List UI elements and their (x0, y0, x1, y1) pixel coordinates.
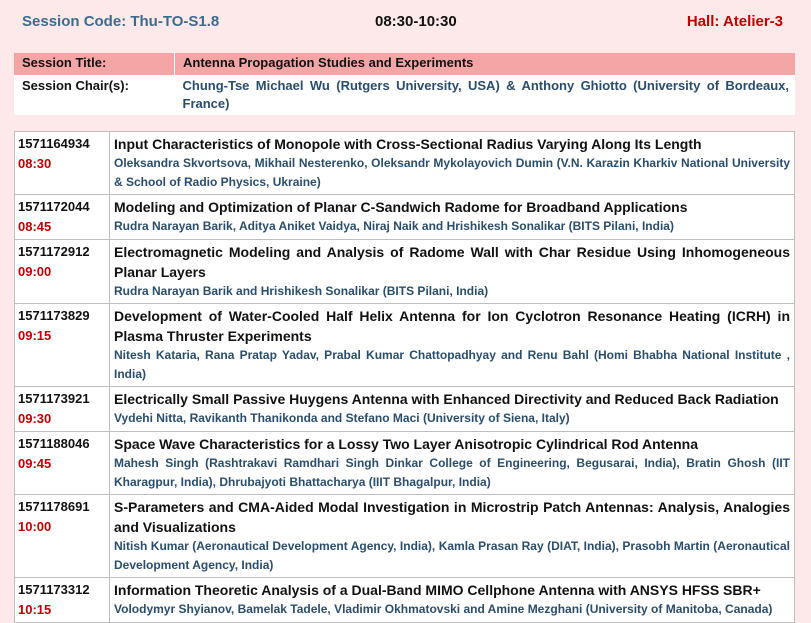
paper-id-cell (15, 240, 110, 304)
paper-id-cell (15, 578, 110, 623)
paper-detail-cell (110, 387, 795, 432)
paper-row (15, 578, 795, 623)
session-time: 08:30-10:30 (375, 13, 457, 30)
paper-detail-cell (110, 495, 795, 578)
paper-row (15, 387, 795, 432)
paper-time: 08:30 (18, 156, 52, 171)
paper-time: 09:30 (18, 411, 52, 426)
session-chair-label: Session Chair(s): (22, 78, 129, 93)
session-header (0, 0, 811, 44)
paper-id-cell (15, 195, 110, 240)
paper-title: Development of Water-Cooled Half Helix Antenna for Ion Cyclotron Resonance Heating (ICRH) in Plasma Thruster Experiments (114, 308, 790, 344)
paper-id: 1571172044 (18, 199, 90, 214)
session-title-row (14, 53, 795, 75)
paper-title: Information Theoretic Analysis of a Dual-Band MIMO Cellphone Antenna with ANSYS HFSS SBR+ (114, 582, 761, 598)
papers-body (15, 132, 795, 623)
paper-id: 1571178691 (18, 499, 90, 514)
paper-title: Electromagnetic Modeling and Analysis of Radome Wall with Char Residue Using Inhomogeneous Planar Layers (114, 244, 790, 280)
paper-authors: Vydehi Nitta, Ravikanth Thanikonda and Stefano Maci (University of Siena, Italy) (114, 411, 570, 425)
papers-table (14, 131, 795, 623)
paper-authors: Oleksandra Skvortsova, Mikhail Nesterenko, Oleksandr Mykolayovich Dumin (V.N. Karazin Kharkiv National University & School of Radio Physics, Ukraine) (114, 156, 790, 189)
paper-id: 1571173921 (18, 391, 90, 406)
paper-row (15, 240, 795, 304)
paper-detail-cell (110, 132, 795, 195)
paper-detail-cell (110, 195, 795, 240)
paper-authors: Nitesh Kataria, Rana Pratap Yadav, Prabal Kumar Chattopadhyay and Renu Bahl (Homi Bhabha National Institute , India) (114, 348, 790, 381)
session-chair-value: Chung-Tse Michael Wu (Rutgers University, USA) & Anthony Ghiotto (University of Bordeaux, France) (182, 78, 789, 111)
paper-id: 1571173312 (18, 582, 90, 597)
paper-authors: Rudra Narayan Barik and Hrishikesh Sonalikar (BITS Pilani, India) (114, 284, 489, 298)
paper-id: 1571173829 (18, 308, 90, 323)
paper-title: Input Characteristics of Monopole with Cross-Sectional Radius Varying Along Its Length (114, 136, 702, 152)
paper-id: 1571188046 (18, 436, 90, 451)
paper-id: 1571172912 (18, 244, 90, 259)
paper-detail-cell (110, 432, 795, 495)
paper-id: 1571164934 (18, 136, 90, 151)
paper-authors: Volodymyr Shyianov, Bamelak Tadele, Vladimir Okhmatovski and Amine Mezghani (University of Manitoba, Canada) (114, 602, 773, 616)
paper-id-cell (15, 304, 110, 387)
paper-authors: Rudra Narayan Barik, Aditya Aniket Vaidya, Niraj Naik and Hrishikesh Sonalikar (BITS Pilani, India) (114, 219, 674, 233)
paper-detail-cell (110, 240, 795, 304)
paper-time: 08:45 (18, 219, 52, 234)
paper-row (15, 304, 795, 387)
paper-id-cell (15, 495, 110, 578)
paper-time: 09:45 (18, 456, 52, 471)
paper-time: 10:15 (18, 602, 52, 617)
paper-title: Electrically Small Passive Huygens Antenna with Enhanced Directivity and Reduced Back Radiation (114, 391, 779, 407)
paper-row (15, 432, 795, 495)
paper-id-cell (15, 432, 110, 495)
paper-row (15, 495, 795, 578)
paper-row (15, 195, 795, 240)
paper-title: Modeling and Optimization of Planar C-Sandwich Radome for Broadband Applications (114, 199, 688, 215)
paper-authors: Nitish Kumar (Aeronautical Development Agency, India), Kamla Prasan Ray (DIAT, India), Prasobh Martin (Aeronautical Development Agency, India) (114, 539, 790, 572)
session-title-label: Session Title: (14, 53, 175, 75)
session-info-table (14, 53, 795, 115)
paper-id-cell (15, 132, 110, 195)
paper-time: 09:15 (18, 328, 52, 343)
paper-title: Space Wave Characteristics for a Lossy Two Layer Anisotropic Cylindrical Rod Antenna (114, 436, 699, 452)
paper-authors: Mahesh Singh (Rashtrakavi Ramdhari Singh Dinkar College of Engineering, Begusarai, India), Bratin Ghosh (IIT Kharagpur, India), Dhrubajyoti Bhattacharya (IIIT Bhagalpur, India) (114, 456, 790, 489)
session-title-value: Antenna Propagation Studies and Experiments (175, 53, 796, 75)
session-code: Session Code: Thu-TO-S1.8 (22, 13, 220, 30)
paper-row (15, 132, 795, 195)
session-hall: Hall: Atelier-3 (686, 13, 783, 30)
paper-time: 09:00 (18, 264, 52, 279)
paper-id-cell (15, 387, 110, 432)
paper-time: 10:00 (18, 519, 52, 534)
paper-detail-cell (110, 304, 795, 387)
paper-detail-cell (110, 578, 795, 623)
paper-title: S-Parameters and CMA-Aided Modal Investigation in Microstrip Patch Antennas: Analysis, Analogies and Visualizations (114, 499, 790, 535)
session-chair-row (14, 75, 795, 115)
